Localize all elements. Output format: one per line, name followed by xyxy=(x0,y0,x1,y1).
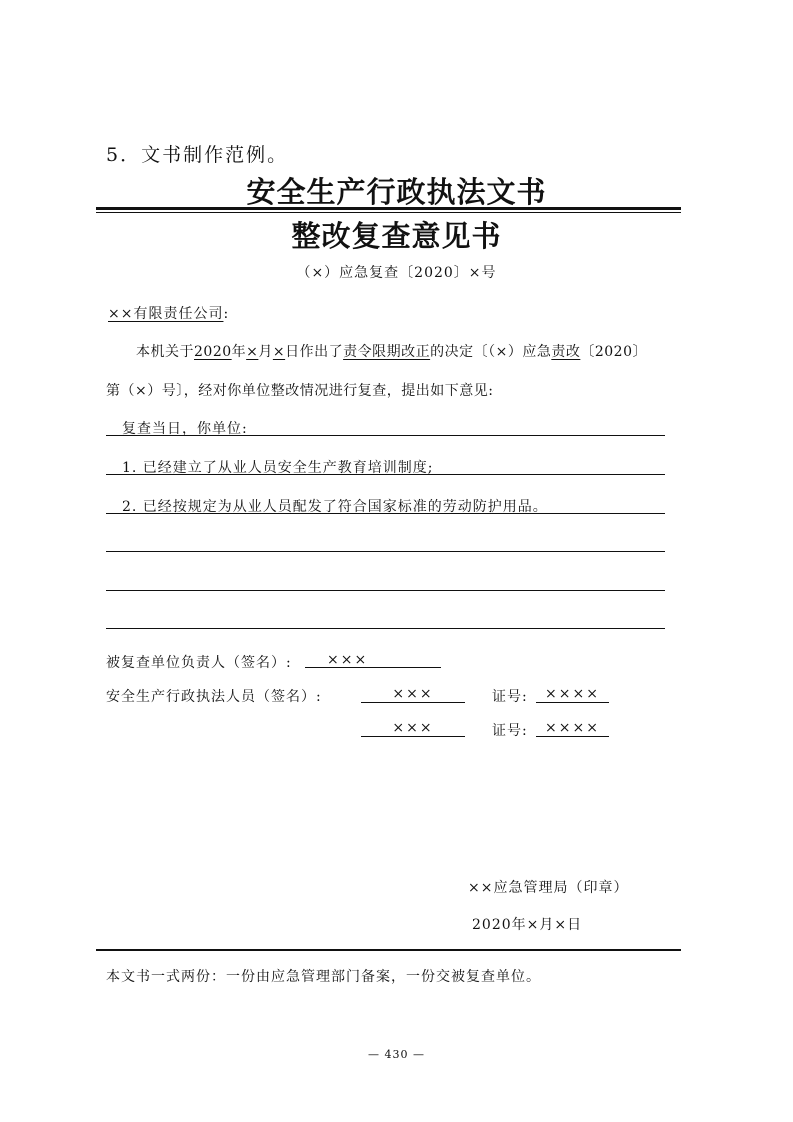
title-rule-thick xyxy=(96,207,681,210)
decision-day: × xyxy=(272,344,286,360)
officer-1-name: ××× xyxy=(392,686,434,702)
decision-year: 2020 xyxy=(194,344,232,360)
officer-2-cert: ×××× xyxy=(545,720,600,736)
rule-line xyxy=(106,551,665,552)
document-title: 安全生产行政执法文书 xyxy=(246,175,547,209)
body-line-1 xyxy=(136,341,647,361)
addressee-name: ××有限责任公司 xyxy=(108,306,224,322)
officer-2-name: ××× xyxy=(392,720,434,736)
body-text: 的决定〔（×）应急 xyxy=(430,344,552,360)
title-rule-thin xyxy=(96,212,681,213)
document-subtitle: 整改复查意见书 xyxy=(291,219,502,253)
rule-line xyxy=(106,590,665,591)
cert-underline xyxy=(536,736,609,737)
issuing-authority: ××应急管理局（印章） xyxy=(468,880,629,896)
rule-line xyxy=(106,474,665,475)
signature-underline xyxy=(361,702,465,703)
body-text: 〔2020〕 xyxy=(580,344,647,360)
body-text: 年 xyxy=(231,344,247,360)
cert-underline xyxy=(536,702,609,703)
officer-signature-label: 安全生产行政执法人员（签名）: xyxy=(106,689,322,705)
rule-line xyxy=(106,435,665,436)
addressee-line xyxy=(108,303,229,323)
opinion-line-2: 1. 已经建立了从业人员安全生产教育培训制度; xyxy=(122,460,434,476)
rule-line xyxy=(106,628,665,629)
officer-1-cert: ×××× xyxy=(545,686,600,702)
body-line-2: 第（×）号〕，经对你单位整改情况进行复查，提出如下意见: xyxy=(106,383,494,399)
footer-note: 本文书一式两份：一份由应急管理部门备案，一份交被复查单位。 xyxy=(106,969,541,985)
body-text: 月 xyxy=(258,344,273,360)
body-text: 日作出了 xyxy=(285,344,344,360)
cert-label: 证号: xyxy=(492,689,528,705)
decision-month: × xyxy=(246,344,259,360)
unit-signature-label: 被复查单位负责人（签名）: xyxy=(106,655,292,671)
page-number: — 430 — xyxy=(368,1048,425,1061)
opinion-line-3: 2. 已经按规定为从业人员配发了符合国家标准的劳动防护用品。 xyxy=(122,499,548,515)
unit-signature-name: ××× xyxy=(327,652,369,668)
cert-label: 证号: xyxy=(492,723,528,739)
document-number: （×）应急复查〔2020〕×号 xyxy=(296,265,497,281)
section-label: 5．文书制作范例。 xyxy=(106,144,289,166)
issue-date: 2020年×月×日 xyxy=(472,917,583,933)
opinion-line-1: 复查当日，你单位: xyxy=(122,421,248,437)
decision-code: 责改 xyxy=(551,344,581,360)
signature-underline xyxy=(305,667,441,668)
signature-underline xyxy=(361,736,465,737)
footer-rule xyxy=(96,949,681,951)
rule-line xyxy=(106,513,665,514)
addressee-colon: : xyxy=(223,306,230,322)
body-text: 本机关于 xyxy=(136,344,194,360)
decision-type: 责令限期改正 xyxy=(343,344,431,360)
